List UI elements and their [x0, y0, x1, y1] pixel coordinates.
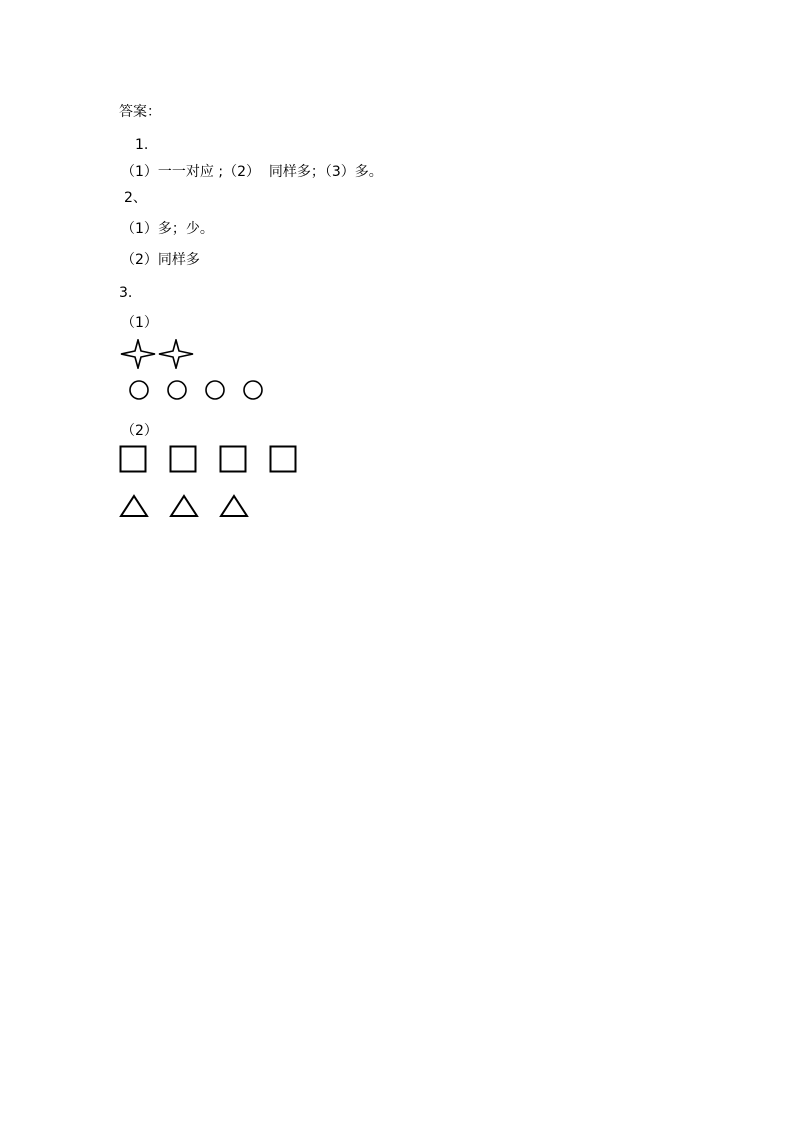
- star-icon: [120, 339, 156, 369]
- circle-icon: [166, 379, 188, 401]
- q3-part1-label: （1）: [121, 315, 158, 331]
- q1-answer: （1）一一对应 ;（2） 同样多；（3）多。: [121, 164, 383, 180]
- triangle-icon: [169, 494, 199, 518]
- circle-icon: [242, 379, 264, 401]
- answer-heading: 答案：: [119, 104, 161, 120]
- square-icon: [169, 445, 197, 473]
- square-icon: [119, 445, 147, 473]
- q2-part2-answer: （2）同样多: [121, 252, 200, 268]
- triangle-icon: [219, 494, 249, 518]
- q3-number: 3.: [119, 285, 133, 301]
- star-icon: [158, 339, 194, 369]
- circle-icon: [204, 379, 226, 401]
- circle-icon: [128, 379, 150, 401]
- triangle-icon: [119, 494, 149, 518]
- q2-number: 2、: [124, 190, 147, 206]
- q1-number: 1.: [135, 137, 149, 153]
- square-icon: [269, 445, 297, 473]
- square-icon: [219, 445, 247, 473]
- q3-part2-label: （2）: [121, 423, 158, 439]
- q2-part1-answer: （1）多；少。: [121, 221, 214, 237]
